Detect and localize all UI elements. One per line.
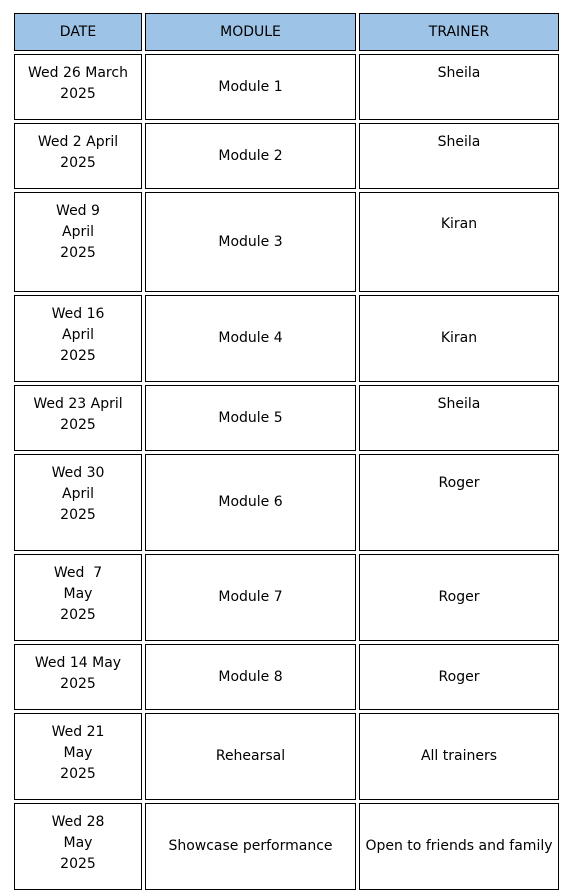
table-row	[14, 803, 559, 890]
trainer-cell: All trainers	[359, 713, 559, 800]
table-row	[14, 54, 559, 120]
table-row	[14, 554, 559, 641]
trainer-cell: Roger	[359, 644, 559, 710]
trainer-cell: Sheila	[359, 54, 559, 120]
trainer-cell: Sheila	[359, 385, 559, 451]
module-cell: Module 5	[145, 385, 356, 451]
table-row	[14, 644, 559, 710]
module-cell: Module 6	[145, 454, 356, 551]
trainer-cell: Roger	[359, 554, 559, 641]
date-cell: Wed 16 April 2025	[14, 295, 142, 382]
module-cell: Module 7	[145, 554, 356, 641]
module-cell: Module 4	[145, 295, 356, 382]
module-cell: Module 1	[145, 54, 356, 120]
date-cell: Wed 30 April 2025	[14, 454, 142, 551]
date-cell: Wed 21 May 2025	[14, 713, 142, 800]
date-cell: Wed 28 May 2025	[14, 803, 142, 890]
trainer-cell: Sheila	[359, 123, 559, 189]
table-row	[14, 385, 559, 451]
header-trainer: TRAINER	[359, 13, 559, 51]
header-date: DATE	[14, 13, 142, 51]
trainer-cell: Kiran	[359, 192, 559, 292]
table-row	[14, 713, 559, 800]
date-cell: Wed 14 May 2025	[14, 644, 142, 710]
module-cell: Showcase performance	[145, 803, 356, 890]
date-cell: Wed 26 March 2025	[14, 54, 142, 120]
module-cell: Module 3	[145, 192, 356, 292]
table-row	[14, 192, 559, 292]
date-cell: Wed 23 April 2025	[14, 385, 142, 451]
trainer-cell: Kiran	[359, 295, 559, 382]
module-cell: Rehearsal	[145, 713, 356, 800]
module-cell: Module 8	[145, 644, 356, 710]
table-row	[14, 123, 559, 189]
date-cell: Wed 2 April 2025	[14, 123, 142, 189]
date-cell: Wed 7 May 2025	[14, 554, 142, 641]
header-row	[14, 13, 559, 51]
trainer-cell: Open to friends and family	[359, 803, 559, 890]
header-module: MODULE	[145, 13, 356, 51]
module-cell: Module 2	[145, 123, 356, 189]
table-row	[14, 295, 559, 382]
table-row	[14, 454, 559, 551]
trainer-cell: Roger	[359, 454, 559, 551]
schedule-table	[11, 10, 562, 893]
date-cell: Wed 9 April 2025	[14, 192, 142, 292]
